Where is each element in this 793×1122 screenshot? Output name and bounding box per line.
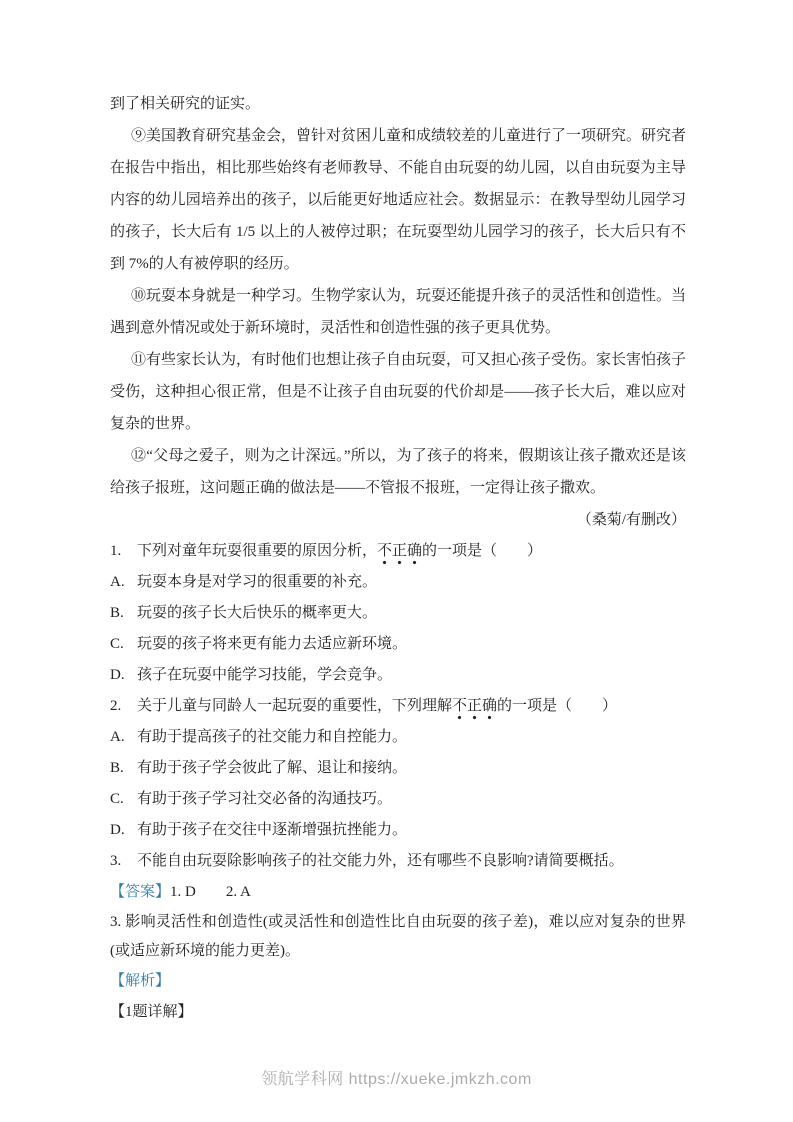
question-1-option-d	[110, 660, 686, 691]
option-text: 有助于孩子在交往中逐渐增强抗挫能力。	[137, 822, 408, 838]
passage-byline: （桑菊/有删改）	[576, 512, 686, 528]
question-1-stem-before: 下列对童年玩耍很重要的原因分析，	[137, 543, 378, 559]
question-1-stem-after: 的一项是（ ）	[422, 543, 543, 559]
question-3-stem-text: 不能自由玩耍除影响孩子的社交能力外，还有哪些不良影响?请简要概括。	[137, 853, 624, 869]
question-1-number: 1.	[110, 543, 122, 559]
passage-paragraph-10: ⑩玩耍本身就是一种学习。生物学家认为，玩耍还能提升孩子的灵活性和创造性。当遇到意外情况或处于新环境时，灵活性和创造性强的孩子更具优势。	[110, 288, 687, 336]
answer-label: 【答案】	[110, 884, 171, 900]
option-label: C.	[110, 791, 124, 807]
question-3-number: 3.	[110, 853, 122, 869]
answer-line	[110, 877, 686, 908]
question-2-stem-after: 的一项是（ ）	[497, 698, 618, 714]
question-1-detail-label: 【1题详解】	[110, 1004, 193, 1020]
question-3-stem	[110, 846, 686, 877]
option-label: C.	[110, 636, 124, 652]
question-1-option-a	[110, 567, 686, 598]
analysis-label: 【解析】	[110, 973, 171, 989]
question-1-stem-emphasis: 不正确	[377, 543, 422, 565]
option-text: 玩耍本身是对学习的很重要的补充。	[137, 574, 378, 590]
option-text: 有助于提高孩子的社交能力和自控能力。	[137, 729, 408, 745]
option-text: 孩子在玩耍中能学习技能，学会竞争。	[137, 667, 393, 683]
questions-section	[110, 536, 686, 1028]
question-2-option-d	[110, 815, 686, 846]
question-2-stem-emphasis: 不正确	[452, 698, 497, 720]
option-text: 有助于孩子学会彼此了解、退让和接纳。	[137, 760, 408, 776]
reading-passage	[110, 88, 686, 536]
question-1-option-c	[110, 629, 686, 660]
question-2-stem-before: 关于儿童与同龄人一起玩耍的重要性，下列理解	[137, 698, 453, 714]
site-watermark: 领航学科网 https://xueke.jmkzh.com	[261, 1071, 532, 1088]
question-2-option-a	[110, 722, 686, 753]
answer-choices: 1. D 2. A	[170, 884, 251, 900]
question-2-option-c	[110, 784, 686, 815]
question-1-option-b	[110, 598, 686, 629]
option-text: 玩耍的孩子长大后快乐的概率更大。	[137, 605, 378, 621]
option-label: B.	[110, 605, 124, 621]
question-2-number: 2.	[110, 698, 122, 714]
option-label: B.	[110, 760, 124, 776]
option-label: A.	[110, 729, 125, 745]
option-text: 玩耍的孩子将来更有能力去适应新环境。	[137, 636, 408, 652]
passage-paragraph-continuation: 到了相关研究的证实。	[110, 96, 261, 112]
question-1-stem	[110, 536, 686, 567]
passage-paragraph-9: ⑨美国教育研究基金会，曾针对贫困儿童和成绩较差的儿童进行了一项研究。研究者在报告中指出，相比那些始终有老师教导、不能自由玩耍的幼儿园，以自由玩耍为主导内容的幼儿园培养出的孩子，以后能更好地适应社会。数据显示：在教导型幼儿园学习的孩子，长大后有 1/5 以上的人被停过职；在玩耍型幼儿园学习的孩子，长大后只有不到 7%的人有被停职的经历。	[110, 128, 687, 272]
passage-paragraph-11: ⑪有些家长认为，有时他们也想让孩子自由玩耍，可又担心孩子受伤。家长害怕孩子受伤，这种担心很正常，但是不让孩子自由玩耍的代价却是——孩子长大后，难以应对复杂的世界。	[110, 352, 687, 432]
question-2-stem	[110, 691, 686, 722]
option-text: 有助于孩子学习社交必备的沟通技巧。	[137, 791, 393, 807]
option-label: D.	[110, 667, 125, 683]
answer-q3-text: 3. 影响灵活性和创造性(或灵活性和创造性比自由玩耍的孩子差)，难以应对复杂的世界(或适应新环境的能力更差)。	[110, 914, 686, 959]
question-2-option-b	[110, 753, 686, 784]
passage-paragraph-12: ⑫“父母之爱子，则为之计深远。”所以，为了孩子的将来，假期该让孩子撒欢还是该给孩子报班，这问题正确的做法是——不管报不报班，一定得让孩子撒欢。	[110, 448, 686, 496]
option-label: A.	[110, 574, 125, 590]
option-label: D.	[110, 822, 125, 838]
document-page	[110, 88, 686, 1028]
